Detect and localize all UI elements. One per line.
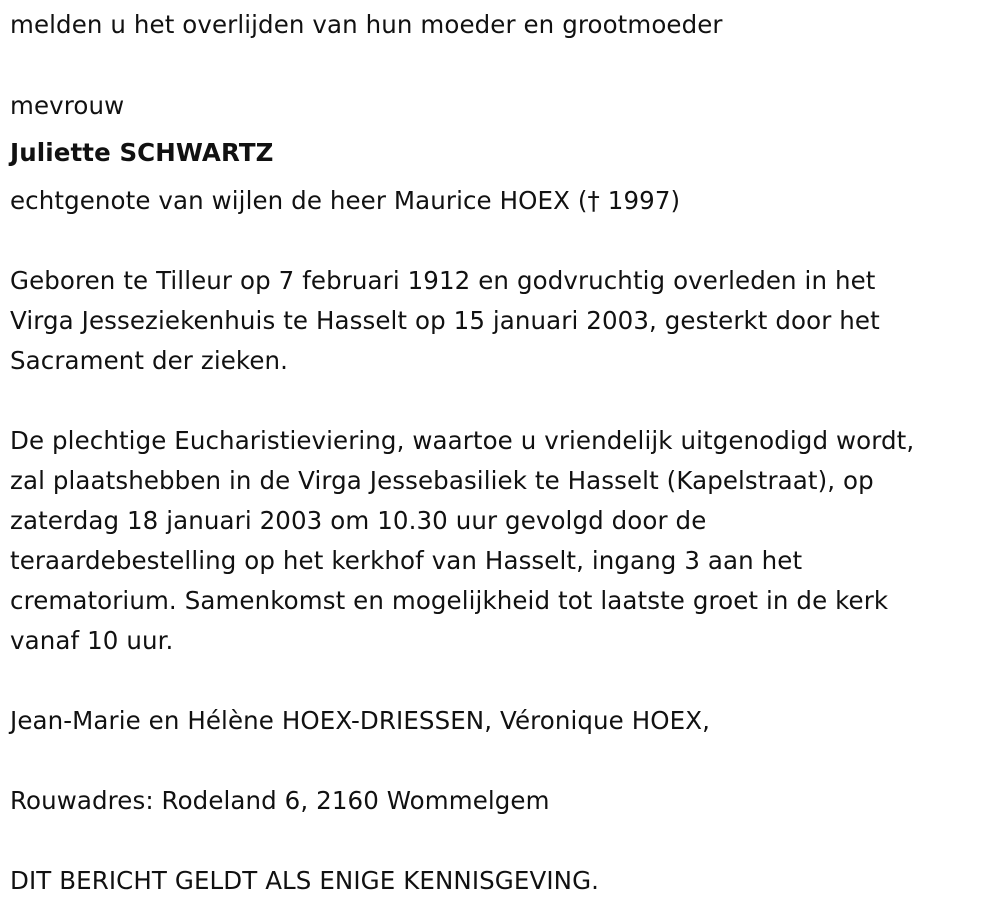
paragraph-line: zaterdag 18 januari 2003 om 10.30 uur gevolgd door de <box>10 506 707 535</box>
paragraph-line: crematorium. Samenkomst en mogelijkheid tot laatste groet in de kerk <box>10 586 889 615</box>
family-names: Jean-Marie en Hélène HOEX-DRIESSEN, Véronique HOEX, <box>10 706 710 735</box>
deceased-name: Juliette SCHWARTZ <box>10 138 274 167</box>
closing-statement: DIT BERICHT GELDT ALS ENIGE KENNISGEVING. <box>10 866 600 895</box>
birth-death-paragraph <box>10 261 880 381</box>
paragraph-line: De plechtige Eucharistieviering, waartoe u vriendelijk uitgenodigd wordt, <box>10 426 915 455</box>
mourning-address: Rouwadres: Rodeland 6, 2160 Wommelgem <box>10 786 550 815</box>
paragraph-line: teraardebestelling op het kerkhof van Hasselt, ingang 3 aan het <box>10 546 803 575</box>
intro-text: melden u het overlijden van hun moeder en grootmoeder <box>10 10 723 39</box>
ceremony-paragraph <box>10 421 914 661</box>
paragraph-line: vanaf 10 uur. <box>10 626 174 655</box>
paragraph-line: zal plaatshebben in de Virga Jessebasiliek te Hasselt (Kapelstraat), op <box>10 466 874 495</box>
paragraph-line: Virga Jesseziekenhuis te Hasselt op 15 januari 2003, gesterkt door het <box>10 306 880 335</box>
paragraph-line: Geboren te Tilleur op 7 februari 1912 en godvruchtig overleden in het <box>10 266 876 295</box>
spouse-text: echtgenote van wijlen de heer Maurice HOEX († 1997) <box>10 186 681 215</box>
paragraph-line: Sacrament der zieken. <box>10 346 289 375</box>
title-prefix: mevrouw <box>10 91 125 120</box>
